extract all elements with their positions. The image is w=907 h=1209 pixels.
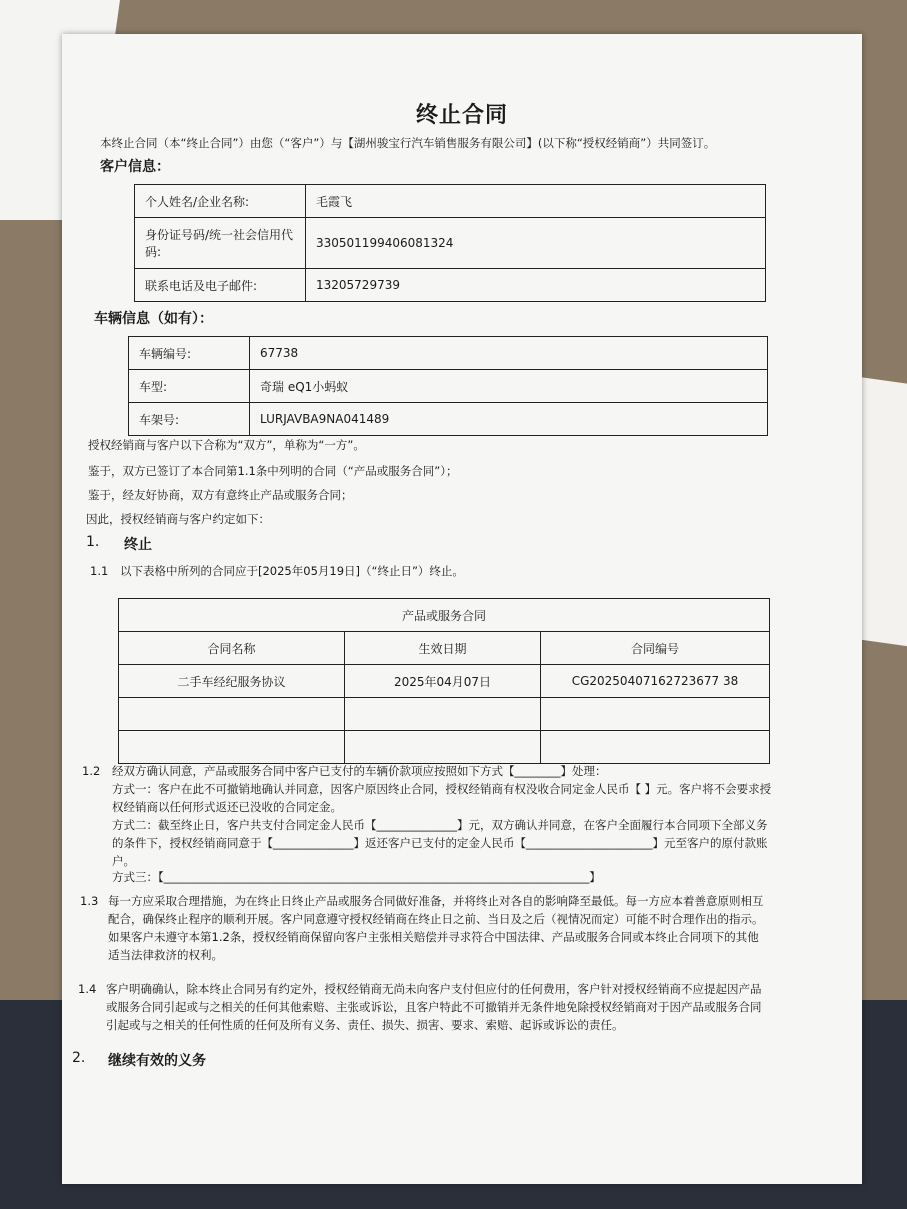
table-row [119, 665, 770, 698]
table-cell [345, 731, 541, 764]
table-cell: CG20250407162723677 38 [541, 665, 770, 698]
customer-value: 13205729739 [306, 269, 766, 302]
table-cell [541, 731, 770, 764]
table-row [135, 269, 766, 302]
table-row [119, 698, 770, 731]
table-cell: 2025年04月07日 [345, 665, 541, 698]
customer-heading: 客户信息： [100, 159, 170, 175]
clause-1-3-line: 如果客户未遵守本第1.2条，授权经销商保留向客户主张相关赔偿并寻求符合中国法律、产品或服务合同或本终止合同项下的其他 [108, 930, 759, 944]
vehicle-label: 车架号: [129, 403, 250, 436]
document-title: 终止合同 [415, 103, 508, 128]
vehicle-heading: 车辆信息（如有）： [94, 311, 213, 327]
clause-1-2-line: 方式一：客户在此不可撤销地确认并同意，因客户原因终止合同，授权经销商有权没收合同定金人民币【 】元。客户将不会要求授 [112, 782, 772, 796]
vehicle-value: 67738 [250, 337, 768, 370]
vehicle-label: 车辆编号: [129, 337, 250, 370]
table-caption: 产品或服务合同 [119, 599, 770, 632]
section-2-title: 继续有效的义务 [108, 1053, 206, 1069]
section-2-number: 2. [72, 1050, 86, 1066]
clause-1-2-line: 户。 [112, 854, 135, 868]
contract-table [118, 598, 770, 764]
table-row [135, 218, 766, 269]
section-1-title: 终止 [124, 537, 152, 553]
column-header: 合同名称 [119, 632, 345, 665]
table-row [119, 731, 770, 764]
clause-1-4-line: 客户明确确认，除本终止合同另有约定外，授权经销商无尚未向客户支付但应付的任何费用，客户针对授权经销商不应提起因产品 [106, 982, 762, 996]
clause-1-2-number: 1.2 [82, 764, 101, 778]
section-1-number: 1. [86, 534, 100, 550]
clause-1-3-line: 每一方应采取合理措施，为在终止日终止产品或服务合同做好准备，并将终止对各自的影响降至最低。每一方应本着善意原则相互 [108, 894, 764, 908]
table-cell [119, 731, 345, 764]
clause-1-3-line: 配合，确保终止程序的顺利开展。客户同意遵守授权经销商在终止日之前、当日及之后（视情况而定）可能不时合理作出的指示。 [108, 912, 764, 926]
customer-value: 330501199406081324 [306, 218, 766, 269]
vehicle-value: LURJAVBA9NA041489 [250, 403, 768, 436]
customer-label: 联系电话及电子邮件: [135, 269, 306, 302]
parties-text: 授权经销商与客户以下合称为“双方”，单称为“一方”。 [88, 438, 365, 452]
column-header: 合同编号 [541, 632, 770, 665]
table-cell [119, 698, 345, 731]
table-row [129, 403, 768, 436]
clause-1-2-line: 的条件下，授权经销商同意于【______________】返还客户已支付的定金人民币【______________________】元至客户的原付款账 [112, 836, 768, 850]
clause-1-2-line: 经双方确认同意，产品或服务合同中客户已支付的车辆价款项应按照如下方式【________】处理： [112, 764, 607, 778]
intro-text: 本终止合同（本“终止合同”）由您（“客户”）与【湖州骏宝行汽车销售服务有限公司】(以下称“授权经销商”）共同签订。 [100, 136, 716, 150]
clause-1-2-line: 方式二：截至终止日，客户共支付合同定金人民币【______________】元，双方确认并同意，在客户全面履行本合同项下全部义务 [112, 818, 768, 832]
vehicle-table [128, 336, 768, 436]
customer-table [134, 184, 766, 302]
customer-label: 个人姓名/企业名称: [135, 185, 306, 218]
clause-1-4-line: 或服务合同引起或与之相关的任何其他索赔、主张或诉讼，且客户特此不可撤销并无条件地免除授权经销商对于因产品或服务合同 [106, 1000, 762, 1014]
clause-1-2-line: 权经销商以任何形式返还已没收的合同定金。 [112, 800, 342, 814]
table-cell [345, 698, 541, 731]
clause-1-1-text: 以下表格中所列的合同应于[2025年05月19日]（“终止日”）终止。 [120, 564, 464, 578]
whereas-2: 鉴于，经友好协商，双方有意终止产品或服务合同； [88, 488, 353, 502]
clause-1-3-line: 适当法律救济的权利。 [108, 948, 223, 962]
table-cell: 二手车经纪服务协议 [119, 665, 345, 698]
whereas-1: 鉴于，双方已签订了本合同第1.1条中列明的合同（“产品或服务合同”）； [88, 464, 458, 478]
column-header: 生效日期 [345, 632, 541, 665]
clause-1-4-number: 1.4 [78, 982, 97, 996]
clause-1-4-line: 引起或与之相关的任何性质的任何及所有义务、责任、损失、损害、要求、索赔、起诉或诉讼的责任。 [106, 1018, 624, 1032]
customer-value: 毛霞飞 [306, 185, 766, 218]
table-row [129, 370, 768, 403]
table-row [119, 599, 770, 632]
agreement-text: 因此，授权经销商与客户约定如下： [86, 512, 270, 526]
table-row [129, 337, 768, 370]
table-row [119, 632, 770, 665]
clause-1-1-number: 1.1 [90, 564, 109, 578]
table-row [135, 185, 766, 218]
vehicle-label: 车型: [129, 370, 250, 403]
vehicle-value: 奇瑞 eQ1小蚂蚁 [250, 370, 768, 403]
document-page [62, 34, 862, 1184]
customer-label: 身份证号码/统一社会信用代码: [135, 218, 306, 269]
clause-1-3-number: 1.3 [80, 894, 99, 908]
table-cell [541, 698, 770, 731]
clause-1-2-line: 方式三：【__________________________________________________________________________】 [112, 870, 601, 884]
